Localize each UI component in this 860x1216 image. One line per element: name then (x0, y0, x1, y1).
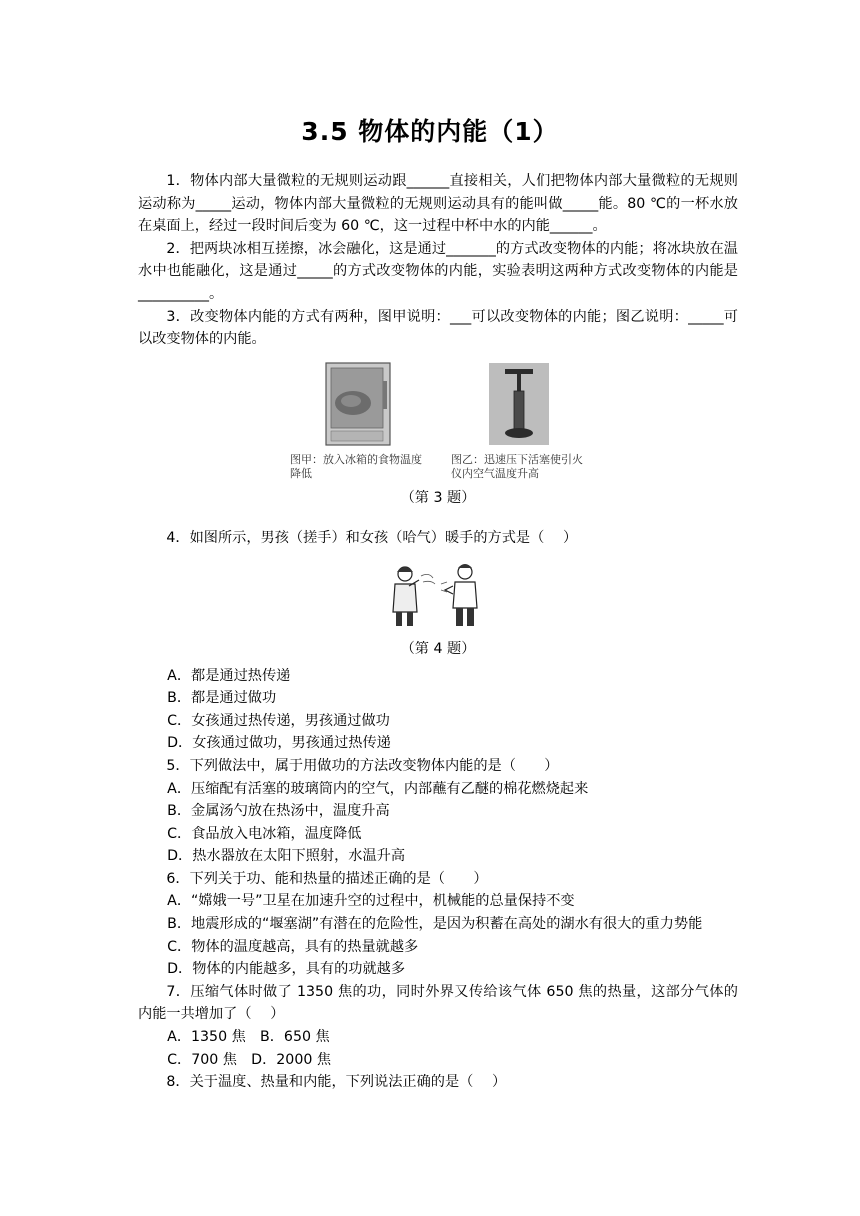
question-5-option-b: B．金属汤勺放在热汤中，温度升高 (167, 803, 390, 820)
fire-syringe-illustration (451, 361, 586, 449)
worksheet-body (138, 170, 738, 1094)
fridge-illustration (290, 361, 425, 449)
figure-3 (138, 361, 738, 481)
question-5-option-d: D．热水器放在太阳下照射，水温升高 (167, 848, 406, 865)
question-4-option-d: D．女孩通过做功，男孩通过热传递 (167, 735, 391, 752)
question-4-option-b: B．都是通过做功 (167, 690, 277, 707)
question-1: 1．物体内部大量微粒的无规则运动跟______直接相关，人们把物体内部大量微粒的无规则运动称为_____运动，物体内部大量微粒的无规则运动具有的能叫做_____能。80 ℃的一杯水放在桌面上，经过一段时间后变为 60 ℃，这一过程中杯中水的内能______。 (138, 173, 738, 235)
figure-3-label: （第 3 题） (400, 489, 476, 506)
question-7-options-cd: C．700 焦 D．2000 焦 (167, 1051, 332, 1068)
question-7-stem: 7．压缩气体时做了 1350 焦的功，同时外界又传给该气体 650 焦的热量，这部分气体的内能一共增加了（ ） (138, 983, 738, 1023)
question-7-options-ab: A．1350 焦 B．650 焦 (167, 1029, 330, 1046)
question-4-option-c: C．女孩通过热传递，男孩通过做功 (167, 712, 390, 729)
question-4-option-a: A．都是通过热传递 (167, 667, 291, 684)
question-6-option-b: B．地震形成的“堰塞湖”有潜在的危险性，是因为积蓄在高处的湖水有很大的重力势能 (167, 916, 703, 933)
question-5-option-c: C．食品放入电冰箱，温度降低 (167, 825, 362, 842)
question-8-stem: 8．关于温度、热量和内能，下列说法正确的是（ ） (166, 1074, 507, 1091)
question-4-stem: 4．如图所示，男孩（搓手）和女孩（哈气）暖手的方式是（ ） (166, 530, 578, 547)
question-6-option-c: C．物体的温度越高，具有的热量就越多 (167, 938, 419, 955)
figure-3a-caption: 图甲：放入冰箱的食物温度降低 (290, 452, 422, 480)
question-6-option-a: A．“嫦娥一号”卫星在加速升空的过程中，机械能的总量保持不变 (167, 893, 575, 910)
figure-4 (138, 560, 738, 632)
question-2: 2．把两块冰相互搓擦，冰会融化，这是通过_______的方式改变物体的内能；将冰块放在温水中也能融化，这是通过_____的方式改变物体的内能，实验表明这两种方式改变物体的内能是__________。 (138, 240, 738, 302)
page-title: 3.5 物体的内能（1） (301, 117, 559, 146)
figure-4-label: （第 4 题） (400, 640, 476, 657)
question-3: 3．改变物体内能的方式有两种，图甲说明：___可以改变物体的内能；图乙说明：_____可以改变物体的内能。 (138, 308, 738, 348)
question-6-option-d: D．物体的内能越多，具有的功就越多 (167, 961, 406, 978)
figure-3a (290, 361, 425, 481)
children-warming-hands-illustration (383, 560, 493, 632)
figure-3b-caption: 图乙：迅速压下活塞使引火仪内空气温度升高 (451, 452, 583, 480)
figure-3b (451, 361, 586, 481)
question-5-option-a: A．压缩配有活塞的玻璃筒内的空气，内部蘸有乙醚的棉花燃烧起来 (167, 780, 589, 797)
question-6-stem: 6．下列关于功、能和热量的描述正确的是（ ） (166, 870, 488, 887)
question-5-stem: 5．下列做法中，属于用做功的方法改变物体内能的是（ ） (166, 757, 559, 774)
